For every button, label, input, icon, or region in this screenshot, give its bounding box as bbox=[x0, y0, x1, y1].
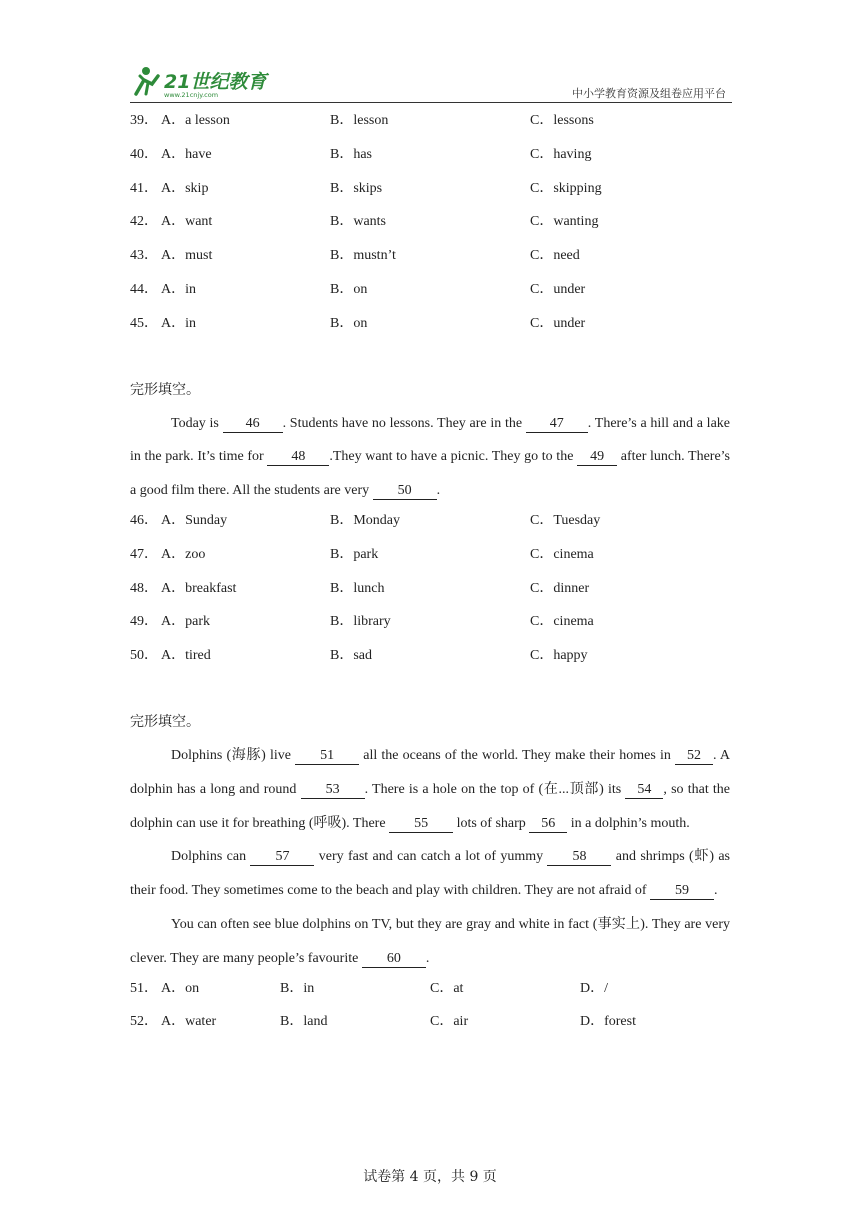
blank-53: 53 bbox=[301, 782, 365, 799]
blank-46: 46 bbox=[223, 416, 283, 433]
option-a: A．tired bbox=[161, 648, 211, 664]
question-list-1 bbox=[130, 108, 730, 345]
blank-57: 57 bbox=[250, 849, 314, 866]
option-b: B．land bbox=[280, 1014, 328, 1030]
blank-51: 51 bbox=[295, 748, 359, 765]
option-a: A．park bbox=[161, 614, 210, 630]
option-a: A．on bbox=[161, 980, 200, 996]
option-b: B．lunch bbox=[330, 580, 385, 596]
option-c: C．air bbox=[430, 1014, 469, 1030]
question-row bbox=[130, 1009, 730, 1043]
blank-60: 60 bbox=[362, 951, 426, 968]
question-list-3 bbox=[130, 976, 730, 1044]
cloze-passage-paragraph: You can often see blue dolphins on TV, but they are gray and white in fact (事实上). They are very clever. They are many people’s favourite 60 . bbox=[130, 916, 730, 966]
option-c: C．cinema bbox=[530, 614, 594, 630]
header-platform-text: 中小学教育资源及组卷应用平台 bbox=[572, 87, 726, 100]
question-number: 43． bbox=[130, 248, 158, 264]
question-row bbox=[130, 142, 730, 176]
question-row bbox=[130, 311, 730, 345]
option-b: B．skips bbox=[330, 180, 383, 196]
option-a: A．breakfast bbox=[161, 580, 237, 596]
option-c: C．dinner bbox=[530, 580, 590, 596]
question-row bbox=[130, 609, 730, 643]
option-a: A．Sunday bbox=[161, 512, 228, 528]
option-d: D．/ bbox=[580, 980, 608, 996]
logo bbox=[130, 64, 270, 100]
option-c: C．Tuesday bbox=[530, 512, 601, 528]
cloze-passage: Today is 46 . Students have no lessons. They are in the 47 . There’s a hill and a lake in the park. It’s time for 48 .They want to have a picnic. They go to the 49 after lunch. There’s a good film there. All the students are very 50 . bbox=[130, 415, 730, 499]
question-row bbox=[130, 176, 730, 210]
page-content bbox=[130, 108, 730, 1043]
question-list-2 bbox=[130, 508, 730, 677]
option-a: A．zoo bbox=[161, 546, 206, 562]
question-number: 51． bbox=[130, 980, 158, 996]
blank-55: 55 bbox=[389, 816, 453, 833]
page-footer: 试卷第 4 页，共 9 页 bbox=[363, 1169, 497, 1185]
blank-59: 59 bbox=[650, 883, 714, 900]
option-c: C．under bbox=[530, 315, 586, 331]
question-row bbox=[130, 976, 730, 1010]
question-row bbox=[130, 209, 730, 243]
blank-47: 47 bbox=[526, 416, 588, 433]
question-number: 41． bbox=[130, 180, 158, 196]
question-number: 45． bbox=[130, 315, 158, 331]
option-a: A．water bbox=[161, 1014, 217, 1030]
option-c: C．need bbox=[530, 248, 580, 264]
option-c: C．at bbox=[430, 980, 464, 996]
logo-text: 21世纪教育 bbox=[164, 71, 267, 93]
blank-50: 50 bbox=[373, 483, 437, 500]
option-b: B．has bbox=[330, 146, 372, 162]
question-number: 46． bbox=[130, 512, 158, 528]
cloze-passage-paragraph: Dolphins can 57 very fast and can catch a lot of yummy 58 and shrimps (虾) as their food. They sometimes come to the beach and play with children. They are not afraid of 59 . bbox=[130, 849, 731, 899]
question-row bbox=[130, 277, 730, 311]
option-b: B．mustn’t bbox=[330, 248, 396, 264]
question-number: 52． bbox=[130, 1014, 158, 1030]
option-a: A．want bbox=[161, 214, 213, 230]
logo-url: www.21cnjy.com bbox=[164, 91, 219, 99]
question-row bbox=[130, 243, 730, 277]
option-c: C．wanting bbox=[530, 214, 599, 230]
option-c: C．cinema bbox=[530, 546, 594, 562]
question-number: 50． bbox=[130, 648, 158, 664]
question-row bbox=[130, 108, 730, 142]
page-header bbox=[130, 62, 732, 103]
question-number: 42． bbox=[130, 214, 158, 230]
option-b: B．on bbox=[330, 281, 368, 297]
blank-56: 56 bbox=[529, 816, 567, 833]
option-b: B．wants bbox=[330, 214, 386, 230]
option-a: A．have bbox=[161, 146, 212, 162]
option-b: B．sad bbox=[330, 648, 372, 664]
question-row bbox=[130, 508, 730, 542]
option-a: A．skip bbox=[161, 180, 209, 196]
option-b: B．lesson bbox=[330, 113, 389, 128]
option-d: D．forest bbox=[580, 1014, 636, 1030]
question-row bbox=[130, 576, 730, 610]
option-a: A．in bbox=[161, 281, 196, 297]
option-c: C．having bbox=[530, 146, 592, 162]
question-number: 39． bbox=[130, 113, 158, 128]
question-number: 48． bbox=[130, 580, 158, 596]
section-title: 完形填空。 bbox=[130, 381, 200, 398]
question-row bbox=[130, 643, 730, 677]
blank-49: 49 bbox=[577, 449, 617, 466]
question-row bbox=[130, 542, 730, 576]
option-a: A．in bbox=[161, 315, 196, 331]
option-c: C．under bbox=[530, 281, 586, 297]
option-c: C．skipping bbox=[530, 180, 602, 196]
question-number: 40． bbox=[130, 146, 158, 162]
option-b: B．on bbox=[330, 315, 368, 331]
option-b: B．library bbox=[330, 614, 391, 630]
option-a: A．a lesson bbox=[161, 113, 230, 128]
option-b: B．Monday bbox=[330, 512, 400, 528]
section-title: 完形填空。 bbox=[130, 713, 200, 730]
cloze-passage-paragraph: Dolphins (海豚) live 51 all the oceans of the world. They make their homes in 52 . A dolphin has a long and round 53 . There is a hole on the top of (在...顶部) its 54 , so that the dolphin can use it for breathing (呼吸). There 55 lots of sharp 56 in a dolphin’s mouth. bbox=[130, 747, 731, 831]
option-c: C．happy bbox=[530, 648, 588, 664]
option-b: B．park bbox=[330, 546, 379, 562]
question-number: 47． bbox=[130, 546, 158, 562]
question-number: 49． bbox=[130, 614, 158, 630]
option-c: C．lessons bbox=[530, 113, 594, 128]
blank-52: 52 bbox=[675, 748, 713, 765]
blank-54: 54 bbox=[625, 782, 663, 799]
option-a: A．must bbox=[161, 248, 213, 264]
question-number: 44． bbox=[130, 281, 158, 297]
blank-58: 58 bbox=[547, 849, 611, 866]
option-b: B．in bbox=[280, 980, 315, 996]
blank-48: 48 bbox=[267, 449, 329, 466]
